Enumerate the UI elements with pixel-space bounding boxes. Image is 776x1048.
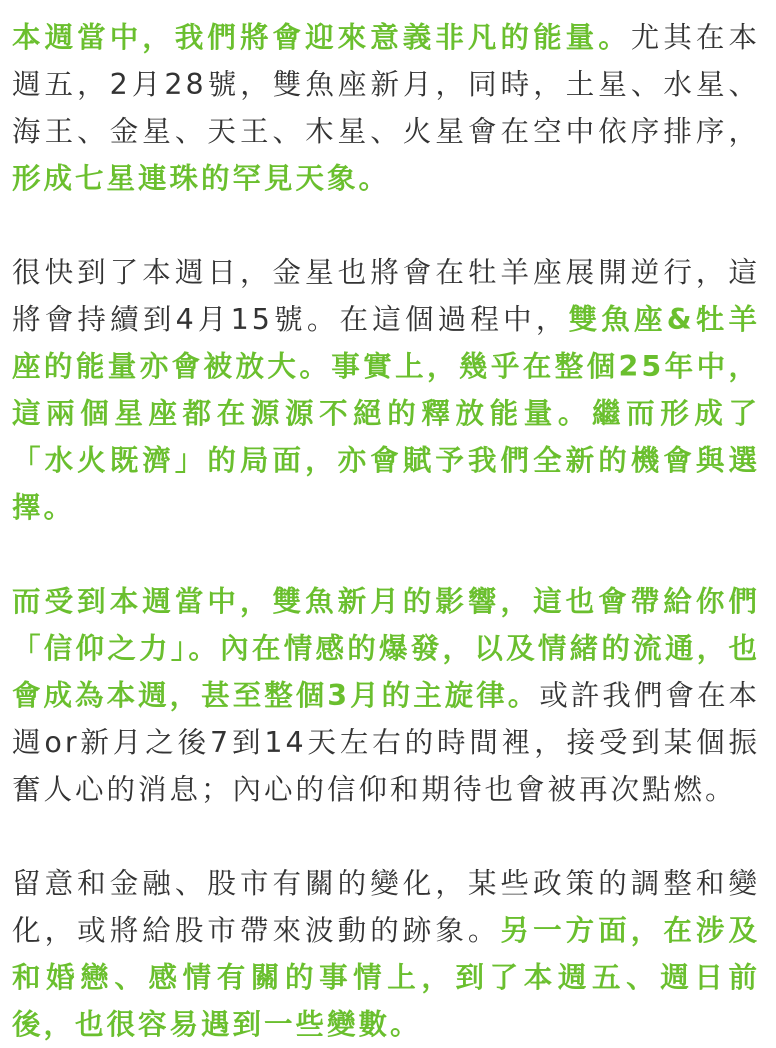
- paragraph-finance-relationships: [12, 860, 760, 1048]
- body-text: 或許我們會在本週or新月之後7到14天左右的時間裡，接受到某個振奮人心的消息；內心的信仰和期待也會被再次點燃。: [12, 679, 760, 806]
- highlight-text: 而受到本週當中，雙魚新月的影響，這也會帶給你們「信仰之力」。內在情感的爆發，以及情緒的流通，也會成為本週，甚至整個3月的主旋律。: [12, 585, 760, 712]
- highlight-text: 雙魚座&牡羊座的能量亦會被放大。事實上，幾乎在整個25年中，這兩個星座都在源源不絕的釋放能量。繼而形成了「水火既濟」的局面，亦會賦予我們全新的機會與選擇。: [12, 303, 760, 524]
- highlight-text: 形成七星連珠的罕見天象。: [12, 162, 391, 195]
- body-text: 尤其在本週五，2月28號，雙魚座新月，同時，土星、水星、海王、金星、天王、木星、火星會在空中依序排序，: [12, 21, 760, 148]
- highlight-text: 本週當中，我們將會迎來意義非凡的能量。: [12, 21, 631, 54]
- paragraph-faith-power: [12, 578, 760, 813]
- body-text: 很快到了本週日，金星也將會在牡羊座展開逆行，這將會持續到4月15號。在這個過程中，: [12, 256, 760, 336]
- paragraph-venus-retrograde: [12, 249, 760, 531]
- body-text: 留意和金融、股市有關的變化，某些政策的調整和變化，或將給股市帶來波動的跡象。: [12, 867, 760, 947]
- highlight-text: 另一方面，在涉及和婚戀、感情有關的事情上，到了本週五、週日前後，也很容易遇到一些變數。: [12, 914, 760, 1041]
- paragraph-new-moon: [12, 14, 760, 202]
